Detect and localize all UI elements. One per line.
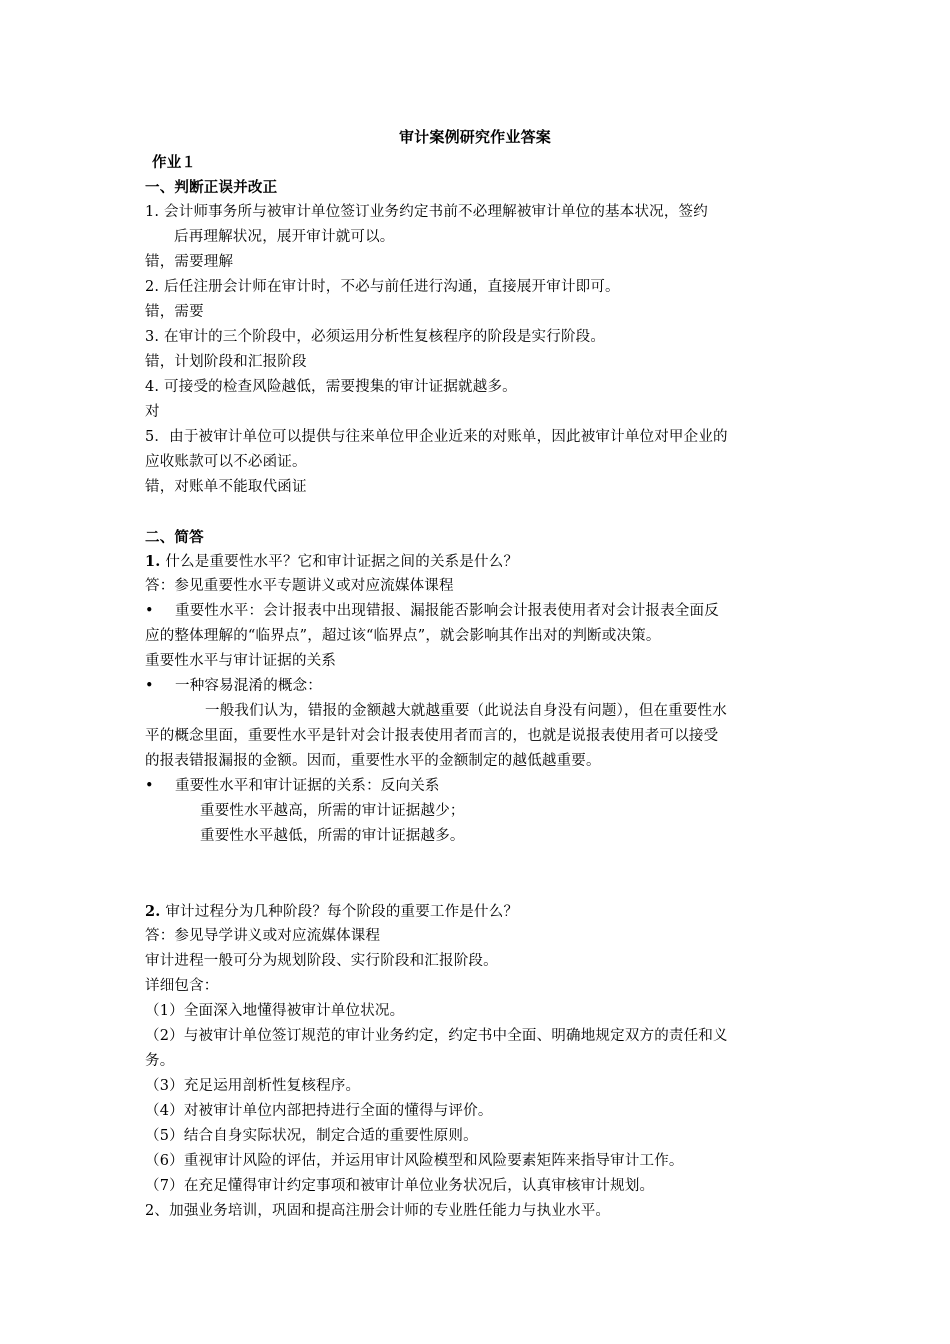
list-item: （7）在充足懂得审计约定事项和被审计单位业务状况后，认真审核审计规划。	[145, 1178, 655, 1194]
bullet-item-3	[145, 774, 810, 799]
list-item: （2）与被审计单位签订规范的审计业务约定，约定书中全面、明确地规定双方的责任和义	[145, 1028, 728, 1044]
section1-heading: 一、判断正误并改正	[145, 179, 278, 196]
bullet-item-2	[145, 674, 810, 699]
homework-label: 作业１	[152, 154, 197, 171]
short-question-1-number: 1.	[145, 553, 161, 570]
relation-heading: 重要性水平与审计证据的关系	[145, 653, 337, 669]
paragraph-line-3: 的报表错报漏报的金额。因而，重要性水平的金额制定的越低越重要。	[145, 753, 601, 769]
bullet-item-1-text: 重要性水平：会计报表中出现错报、漏报能否影响会计报表使用者对会计报表全面反	[175, 603, 719, 619]
answer-1: 错，需要理解	[145, 254, 234, 270]
list-item: （1）全面深入地懂得被审计单位状况。	[145, 1003, 405, 1019]
short-question-1	[145, 549, 810, 575]
answer-5: 错，对账单不能取代函证	[145, 479, 307, 495]
list-item-continued: 务。	[145, 1053, 175, 1069]
short-question-2	[145, 899, 810, 925]
document-title: 审计案例研究作业答案	[398, 128, 551, 146]
short-answer-2-reference: 答：参见导学讲义或对应流媒体课程	[145, 928, 381, 944]
bullet-icon: •	[145, 778, 154, 794]
question-5-continued: 应收账款可以不必函证。	[145, 454, 307, 470]
detail-label: 详细包含：	[145, 978, 219, 994]
list-item: （3）充足运用剖析性复核程序。	[145, 1078, 361, 1094]
bullet-icon: •	[145, 603, 154, 619]
answer-2: 错，需要	[145, 304, 204, 320]
bullet-item-2-text: 一种容易混淆的概念：	[175, 678, 322, 694]
paragraph-line-1: 一般我们认为，错报的金额越大就越重要（此说法自身没有问题），但在重要性水	[205, 703, 727, 719]
short-question-2-text: 审计过程分为几种阶段？每个阶段的重要工作是什么？	[160, 904, 519, 920]
relation-line-1: 重要性水平越高，所需的审计证据越少；	[200, 803, 465, 819]
answer-3: 错，计划阶段和汇报阶段	[145, 354, 307, 370]
bullet-item-3-text: 重要性水平和审计证据的关系：反向关系	[175, 778, 440, 794]
short-question-1-text: 什么是重要性水平？它和审计证据之间的关系是什么？	[160, 554, 519, 570]
relation-line-2: 重要性水平越低，所需的审计证据越多。	[200, 828, 465, 844]
bullet-item-1	[145, 599, 810, 624]
question-4: 4. 可接受的检查风险越低，需要搜集的审计证据就越多。	[145, 379, 517, 395]
bullet-icon: •	[145, 678, 154, 694]
answer-4: 对	[145, 404, 160, 420]
short-answer-1-reference: 答：参见重要性水平专题讲义或对应流媒体课程	[145, 578, 454, 594]
short-question-2-number: 2.	[145, 903, 161, 920]
paragraph-line-2: 平的概念里面，重要性水平是针对会计报表使用者而言的，也就是说报表使用者可以接受	[145, 728, 719, 744]
question-5: 5．由于被审计单位可以提供与往来单位甲企业近来的对账单，因此被审计单位对甲企业的	[145, 429, 728, 445]
question-1-continued: 后再理解状况，展开审计就可以。	[174, 229, 395, 245]
list-item: （5）结合自身实际状况，制定合适的重要性原则。	[145, 1128, 478, 1144]
list-item: （6）重视审计风险的评估，并运用审计风险模型和风险要素矩阵来指导审计工作。	[145, 1153, 684, 1169]
bullet-item-1-continued: 应的整体理解的“临界点”，超过该“临界点”，就会影响其作出对的判断或决策。	[145, 628, 661, 644]
section2-heading: 二、简答	[145, 529, 204, 546]
closing-line: 2、加强业务培训，巩固和提高注册会计师的专业胜任能力与执业水平。	[145, 1203, 611, 1219]
list-item: （4）对被审计单位内部把持进行全面的懂得与评价。	[145, 1103, 493, 1119]
question-3: 3. 在审计的三个阶段中，必须运用分析性复核程序的阶段是实行阶段。	[145, 329, 606, 345]
question-1: 1. 会计师事务所与被审计单位签订业务约定书前不必理解被审计单位的基本状况，签约	[145, 204, 708, 220]
question-2: 2. 后任注册会计师在审计时，不必与前任进行沟通，直接展开审计即可。	[145, 279, 620, 295]
short-answer-2-intro: 审计进程一般可分为规划阶段、实行阶段和汇报阶段。	[145, 953, 498, 969]
